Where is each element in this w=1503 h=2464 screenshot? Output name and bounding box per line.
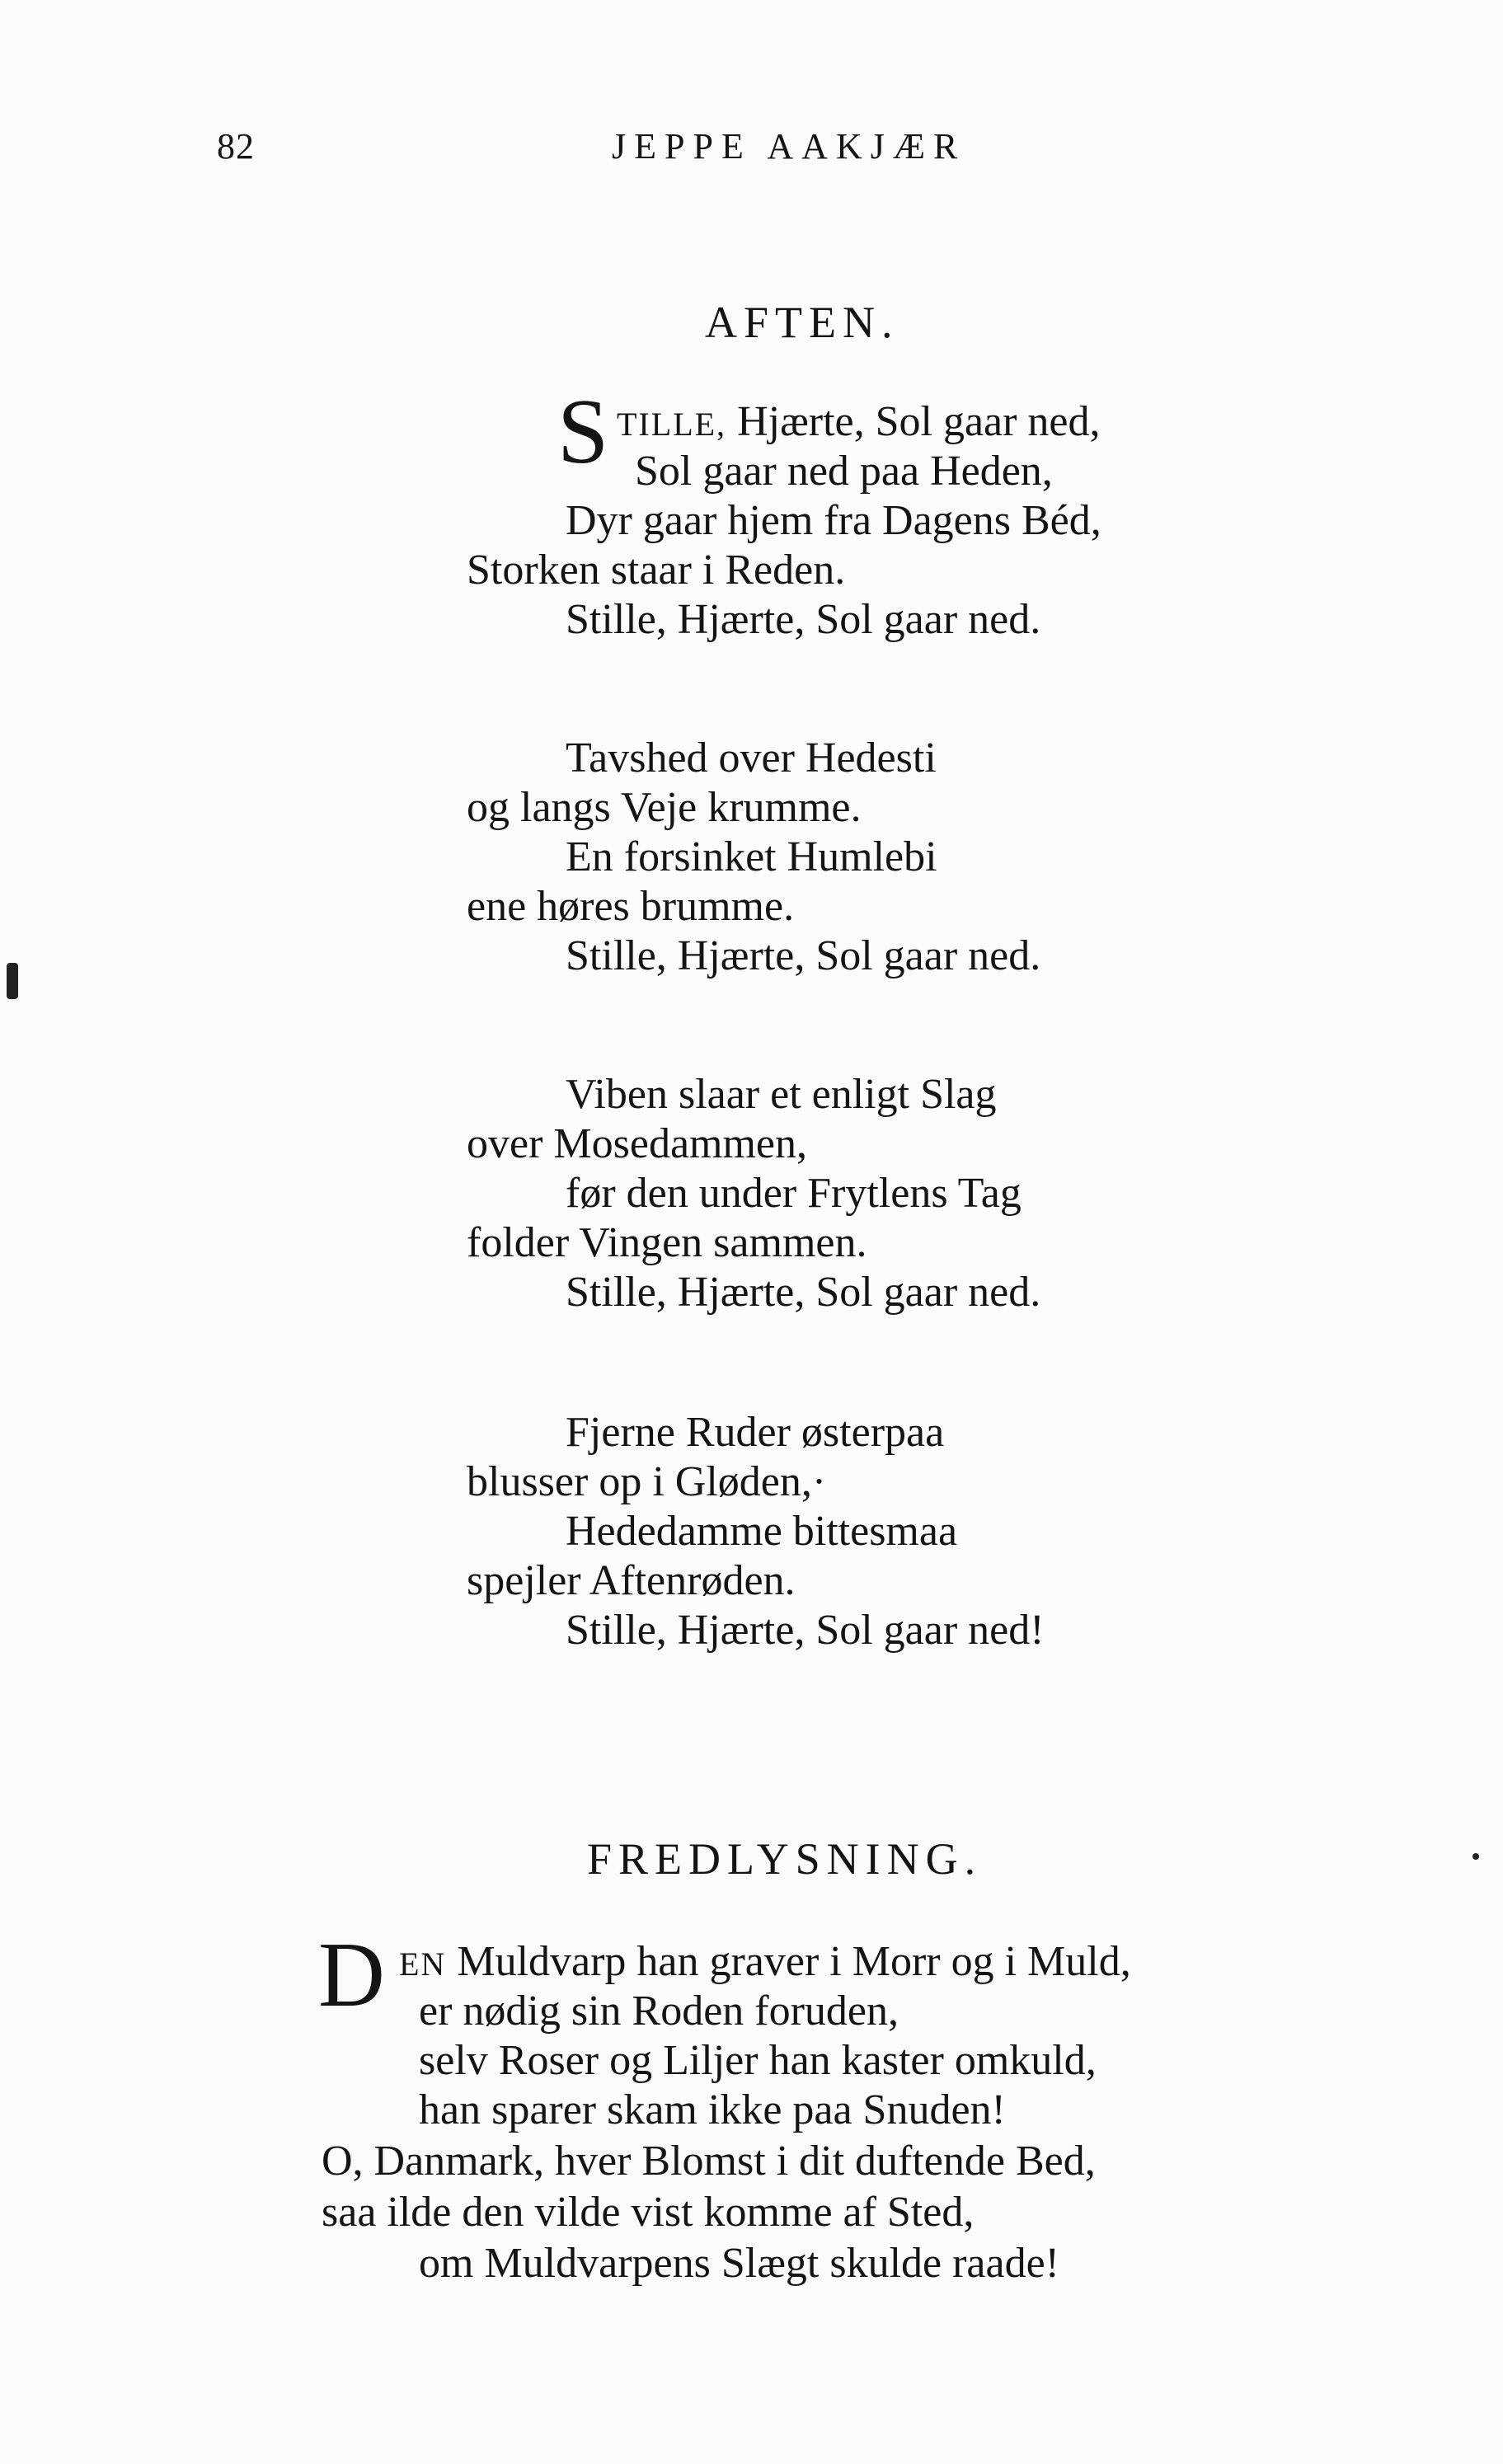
running-title: JEPPE AAKJÆR: [612, 126, 966, 167]
poem-line: ene høres brumme.: [467, 883, 795, 930]
poem-line: TILLE, Hjærte, Sol gaar ned,: [617, 398, 1101, 445]
poem-line: spejler Aftenrøden.: [467, 1557, 796, 1604]
scan-speck: [1472, 1853, 1479, 1860]
poem-line: EN Muldvarp han graver i Morr og i Muld,: [399, 1938, 1131, 1985]
poem-line: over Mosedammen,: [467, 1120, 808, 1167]
poem-line: saa ilde den vilde vist komme af Sted,: [322, 2189, 975, 2236]
poem-line: Viben slaar et enligt Slag: [566, 1071, 997, 1118]
poem-line: han sparer skam ikke paa Snuden!: [419, 2086, 1006, 2133]
poem-refrain: Stille, Hjærte, Sol gaar ned.: [566, 596, 1041, 643]
poem-refrain: Stille, Hjærte, Sol gaar ned.: [566, 1269, 1041, 1316]
poem-line: O, Danmark, hver Blomst i dit duftende Bed,: [322, 2138, 1096, 2185]
poem-line: Storken staar i Reden.: [467, 547, 846, 594]
poem-line: Fjerne Ruder østerpaa: [566, 1409, 945, 1456]
poem-line: er nødig sin Roden foruden,: [419, 1988, 899, 2035]
poem-line: Tavshed over Hedesti: [566, 735, 937, 781]
poem-line: om Muldvarpens Slægt skulde raade!: [419, 2240, 1059, 2287]
poem-title-aften: AFTEN.: [705, 298, 899, 347]
scan-speck: [7, 963, 18, 999]
page-number: 82: [217, 126, 255, 167]
poem-line: Sol gaar ned paa Heden,: [635, 448, 1053, 495]
drop-cap-s: S: [557, 381, 609, 483]
poem-line: Dyr gaar hjem fra Dagens Béd,: [566, 497, 1101, 544]
poem-refrain: Stille, Hjærte, Sol gaar ned.: [566, 932, 1041, 979]
poem-title-fredlysning: FREDLYSNING.: [587, 1834, 983, 1884]
poem-line: blusser op i Gløden,·: [467, 1458, 827, 1505]
poem-line: En forsinket Humlebi: [566, 833, 937, 880]
poem-line: og langs Veje krumme.: [467, 784, 862, 831]
poem-line: folder Vingen sammen.: [467, 1219, 867, 1266]
poem-line: før den under Frytlens Tag: [566, 1170, 1022, 1217]
poem-refrain: Stille, Hjærte, Sol gaar ned!: [566, 1607, 1045, 1654]
drop-cap-d: D: [318, 1924, 385, 2026]
poem-line: Hededamme bittesmaa: [566, 1508, 958, 1555]
poem-line: selv Roser og Liljer han kaster omkuld,: [419, 2037, 1097, 2084]
